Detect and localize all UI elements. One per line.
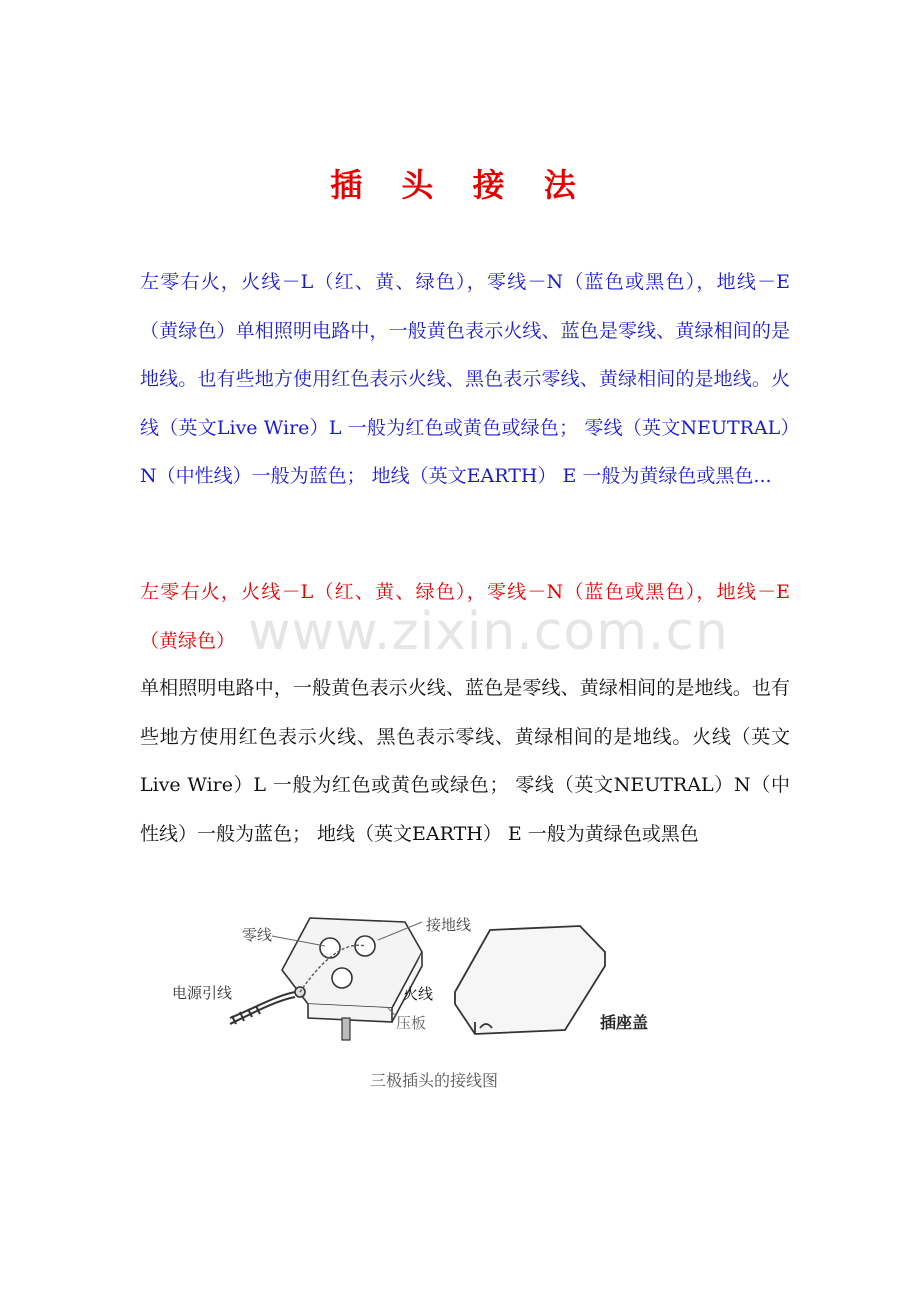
label-neutral: 零线 (242, 926, 273, 944)
paragraph-blue: 左零右火，火线－L（红、黄、绿色），零线－N（蓝色或黑色），地线－E（黄绿色）单相照明电路中，一般黄色表示火线、蓝色是零线、黄绿相间的是地线。也有些地方使用红色表示火线、黑色表示零线、黄绿相间的是地线。火线（英文Live Wire）L 一般为红色或黄色或绿色； 零线（英文NEUTRAL）N（中性线）一般为蓝色； 地线（英文EARTH） E 一般为黄绿色或黑色... (140, 271, 790, 488)
label-power-cord: 电源引线 (172, 984, 233, 1002)
power-cord (230, 992, 295, 1024)
figure-caption: 三极插头的接线图 (370, 1071, 499, 1090)
paragraph-red: 左零右火，火线－L（红、黄、绿色），零线－N（蓝色或黑色），地线－E（黄绿色） (140, 581, 790, 652)
plug-diagram (160, 900, 680, 1100)
paragraph-body: 单相照明电路中，一般黄色表示火线、蓝色是零线、黄绿相间的是地线。也有些地方使用红色表示火线、黑色表示零线、黄绿相间的是地线。火线（英文Live Wire）L 一般为红色或黄色或绿色； 零线（英文NEUTRAL）N（中性线）一般为蓝色； 地线（英文EARTH） E 一般为黄绿色或黑色 (140, 677, 790, 845)
plug-wiring-figure (160, 900, 680, 1100)
plug-pin (342, 1018, 350, 1040)
label-ground: 接地线 (426, 916, 472, 934)
plug-cover (455, 926, 605, 1034)
label-live: 火线 (403, 985, 434, 1003)
watermark: www.zixin.com.cn (248, 602, 729, 662)
plug-base (282, 918, 422, 1022)
page-title: 插 头 接 法 (330, 166, 590, 204)
label-cover: 插座盖 (600, 1013, 649, 1032)
label-clamp: 压板 (396, 1014, 427, 1032)
